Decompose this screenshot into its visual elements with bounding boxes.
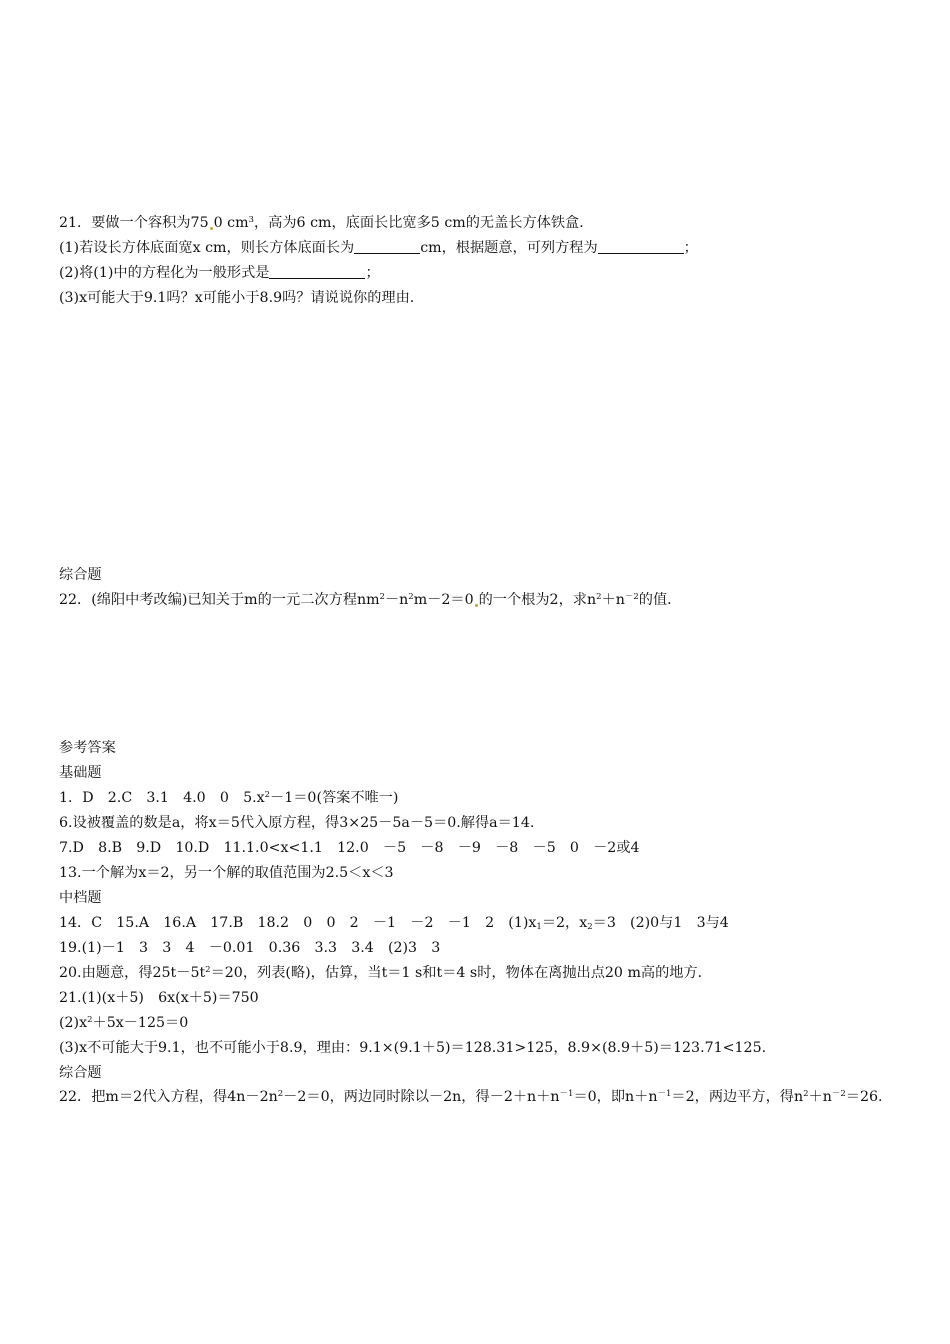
q22-line: 22．(绵阳中考改编)已知关于m的一元二次方程$nm^2-n^2m-2=0$ 的一个根为2，求$n^2+n^{-2}$的值． bbox=[59, 592, 682, 608]
q21-line1: 21．要做一个容积为75 0 $cm^3$，高为6 cm，底面长比宽多5 cm的无盖长方体铁盒． bbox=[59, 215, 594, 231]
answer-blank[interactable] bbox=[354, 240, 420, 254]
answer-line-14: 14．C 15.A 16.A 17.B 18.2 0 0 2 －1 －2 －1 2 $(1)x_1=2$，$x_2=3$ (2)0与1 3与4 bbox=[59, 915, 729, 932]
q21-line3: (2)将(1)中的方程化为一般形式是 ； bbox=[59, 265, 380, 281]
answer-blank[interactable] bbox=[598, 240, 684, 254]
answer-blank[interactable] bbox=[269, 265, 365, 279]
dot-mark bbox=[475, 604, 478, 607]
q21-line2: (1)若设长方体底面宽x cm，则长方体底面长为 cm，根据题意，可列方程为 ； bbox=[59, 240, 698, 256]
answer-line-21-1: 21.(1)(x＋5) 6x(x＋5)＝750 bbox=[59, 990, 259, 1006]
answer-line-21-2: $(2)x^2+5x-125=0$ bbox=[59, 1015, 189, 1031]
answer-line-19: 19.(1)－1 3 3 4 －0.01 0.36 3.3 3.4 (2)3 3 bbox=[59, 940, 441, 956]
section-heading: 基础题 bbox=[59, 765, 102, 781]
answer-line-6: 6.设被覆盖的数是a，将x＝5代入原方程，得3×25－5a－5＝0.解得a＝14. bbox=[59, 815, 535, 831]
section-heading: 中档题 bbox=[59, 890, 102, 906]
section-heading: 综合题 bbox=[59, 1065, 102, 1081]
answer-line-22: 22．把m＝2代入方程，得$4n-2n^2-2=0$，两边同时除以－2n，得$-2+n+n^{-1}=0$，即$n+n^{-1}=2$，两边平方，得$n^2+n^{-2}=26$. bbox=[59, 1089, 883, 1105]
answer-line-21-3: (3)x不可能大于9.1，也不可能小于8.9，理由：9.1×(9.1＋5)＝128.31>125，8.9×(8.9＋5)＝123.71<125. bbox=[59, 1040, 767, 1056]
q21-line4: (3)x可能大于9.1吗？x可能小于8.9吗？请说说你的理由． bbox=[59, 290, 424, 306]
answers-title: 参考答案 bbox=[59, 740, 116, 756]
section-heading: 综合题 bbox=[59, 567, 102, 583]
answer-line-13: 13.一个解为x＝2，另一个解的取值范围为2.5＜x＜3 bbox=[59, 865, 394, 881]
answer-line-7: 7.D 8.B 9.D 10.D 11.1.0<x<1.1 12.0 －5 －8 －9 －8 －5 0 －2或4 bbox=[59, 840, 640, 856]
answer-line-20: 20.由题意，得$25t-5t^2=20$，列表(略)，估算，当t＝1 s和t＝4 s时，物体在离抛出点20 m高的地方． bbox=[59, 965, 712, 981]
dot-mark bbox=[210, 227, 213, 230]
answer-line-1: 1．D 2.C 3.1 4.0 0 $5.x^2-1=0$(答案不唯一) bbox=[59, 790, 399, 806]
